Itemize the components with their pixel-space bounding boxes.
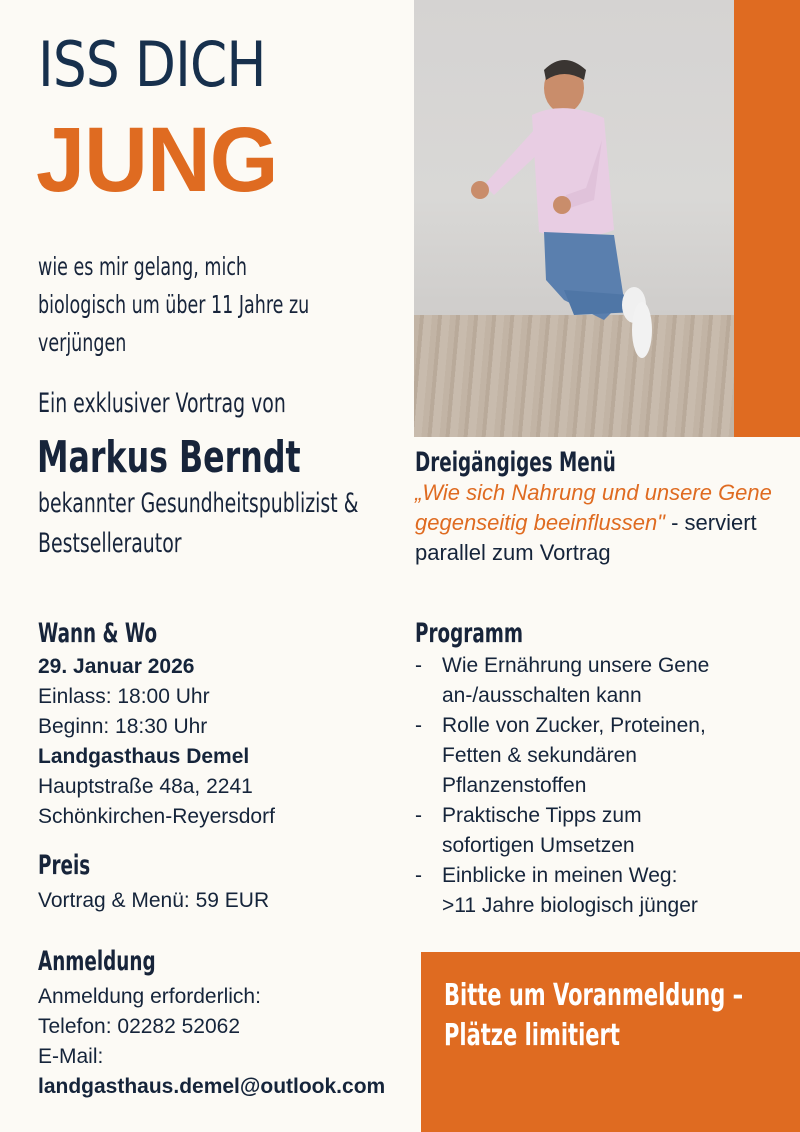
orange-accent-bar (734, 0, 800, 437)
speaker-description (38, 484, 358, 564)
program-list (415, 651, 709, 921)
title-line-2: JUNG (36, 109, 278, 211)
registration-details (38, 982, 385, 1102)
price-text: Vortrag & Menü: 59 EUR (38, 889, 270, 912)
program-item: - Wie Ernährung unsere Gene an-/ausschalten kann (415, 654, 710, 707)
registration-email-link[interactable]: landgasthaus.demel@outlook.com (38, 1075, 386, 1098)
venue-name: Landgasthaus Demel (38, 745, 250, 768)
title-line-1: ISS DICH (38, 28, 266, 101)
program-item: - Einblicke in meinen Weg: >11 Jahre biologisch jünger (415, 864, 698, 917)
callout-text (444, 976, 743, 1056)
subtitle-line: wie es mir gelang, mich (38, 252, 248, 281)
subtitle-line: biologisch um über 11 Jahre zu (38, 290, 310, 319)
intro-text: Ein exklusiver Vortrag von (38, 388, 286, 419)
program-item: - Rolle von Zucker, Proteinen, Fetten & sekundären Pflanzenstoffen (415, 714, 706, 797)
speaker-description-line: bekannter Gesundheitspublizist & (38, 488, 359, 519)
when-where-details (38, 652, 275, 832)
event-date: 29. Januar 2026 (38, 655, 195, 678)
registration-callout (421, 952, 800, 1132)
registration-email-label: E-Mail: (38, 1045, 104, 1068)
menu-heading: Dreigängiges Menü (415, 447, 616, 478)
callout-line: Bitte um Voranmeldung – (444, 978, 744, 1013)
venue-address-line-1: Hauptstraße 48a, 2241 (38, 775, 253, 798)
registration-required: Anmeldung erforderlich: (38, 985, 261, 1008)
speaker-description-line: Bestsellerautor (38, 528, 182, 559)
subtitle-line: verjüngen (38, 328, 127, 357)
subtitle (38, 248, 309, 362)
callout-line: Plätze limitiert (444, 1018, 620, 1053)
speaker-name: Markus Berndt (37, 432, 301, 483)
when-where-heading: Wann & Wo (38, 618, 158, 649)
entry-time: Einlass: 18:00 Uhr (38, 685, 210, 708)
registration-heading: Anmeldung (38, 946, 156, 977)
speaker-photo (414, 0, 734, 437)
person-figure-icon (414, 0, 734, 437)
start-time: Beginn: 18:30 Uhr (38, 715, 208, 738)
menu-quote: „Wie sich Nahrung und unsere Gene gegenseitig beeinflussen" (415, 480, 772, 535)
program-item: - Praktische Tipps zum sofortigen Umsetzen (415, 804, 642, 857)
menu-description (415, 478, 795, 568)
registration-phone[interactable]: Telefon: 02282 52062 (38, 1015, 241, 1038)
price-heading: Preis (38, 850, 91, 881)
menu-suffix: - serviert parallel zum Vortrag (415, 510, 757, 565)
venue-address-line-2: Schönkirchen-Reyersdorf (38, 805, 275, 828)
program-heading: Programm (415, 618, 523, 649)
